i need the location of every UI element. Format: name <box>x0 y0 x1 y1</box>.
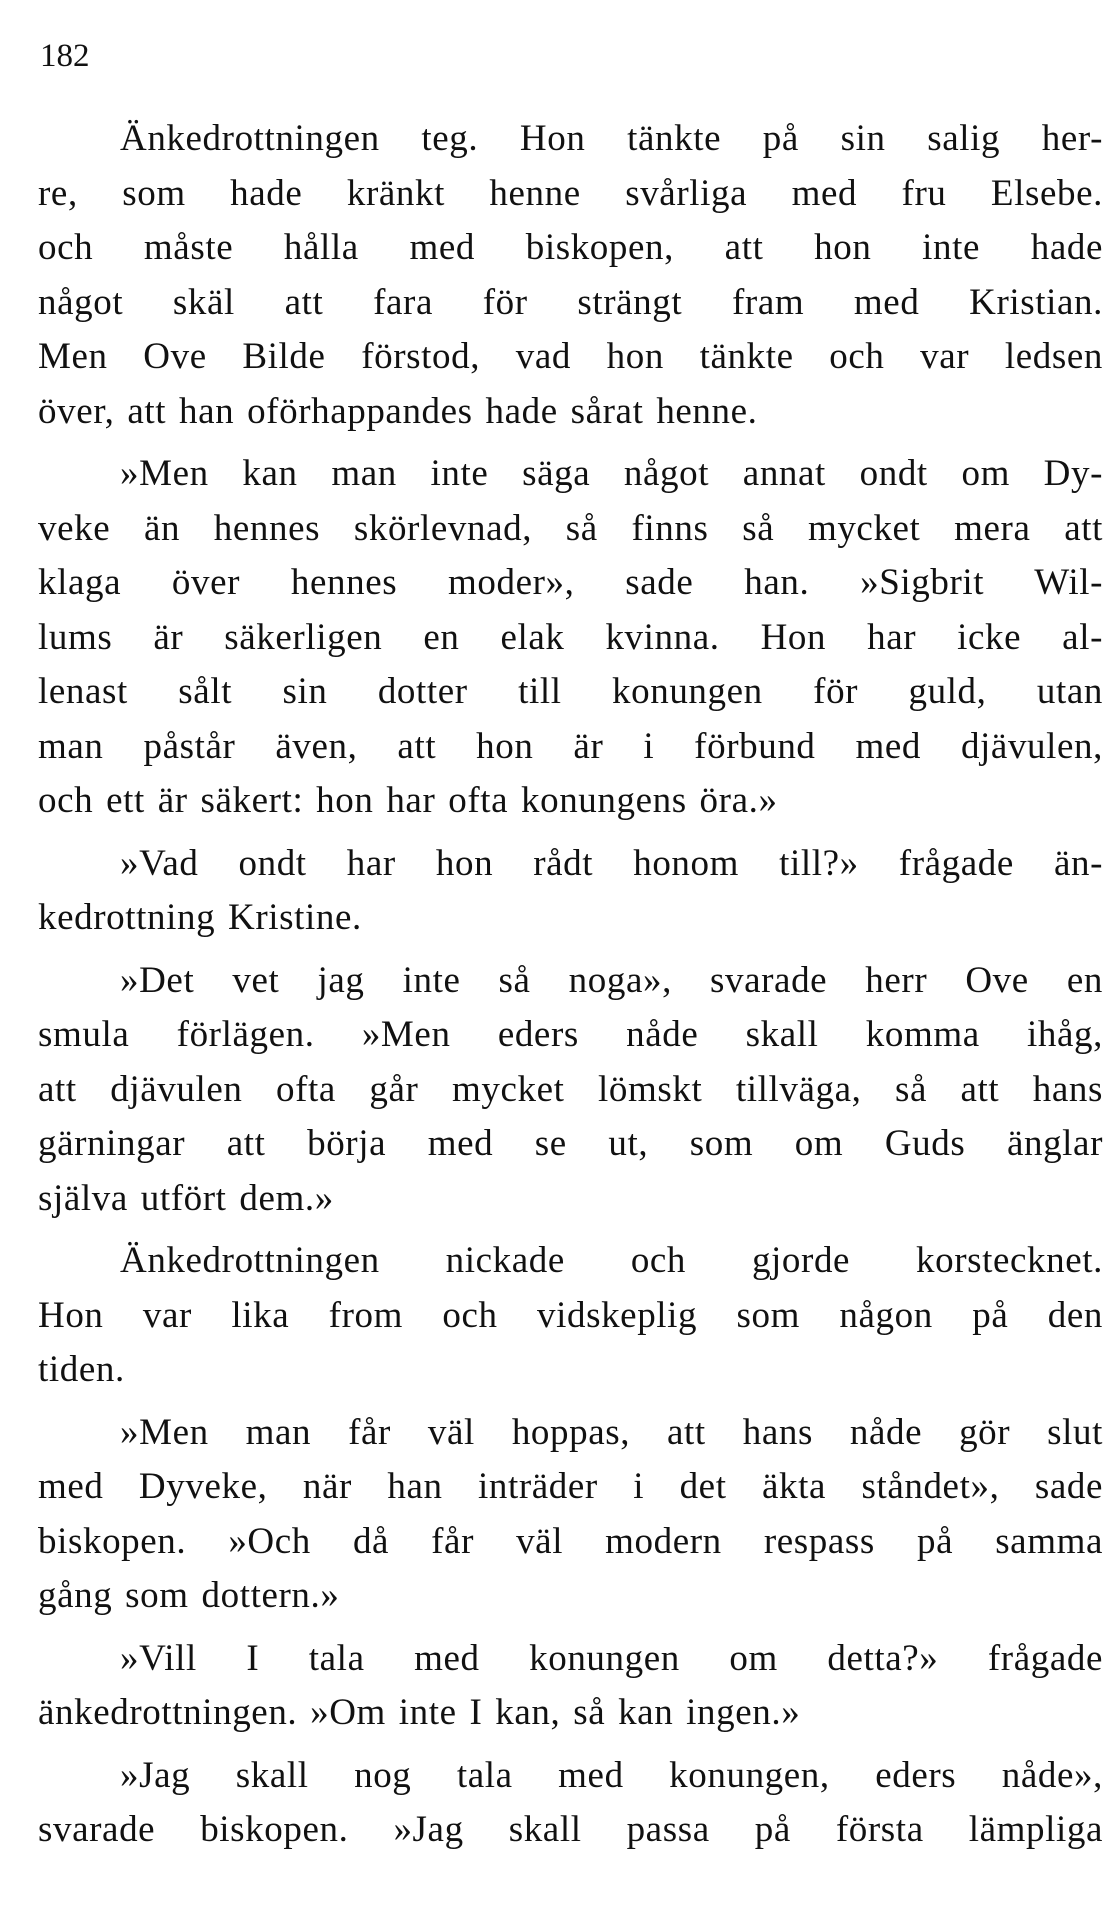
paragraph-gap <box>38 1226 1103 1234</box>
text-line: »Vad ondt har hon rådt honom till?» frågade än- <box>120 842 1103 884</box>
paragraph-gap <box>38 1741 1103 1749</box>
text-line: smula förlägen. »Men eders nåde skall komma ihåg, <box>38 1014 1103 1055</box>
text-line: tiden. <box>38 1349 125 1390</box>
text-line: gång som dottern.» <box>38 1575 340 1616</box>
text-line: svarade biskopen. »Jag skall passa på första lämpliga <box>38 1809 1103 1850</box>
text-line: gärningar att börja med se ut, som om Guds änglar <box>38 1123 1103 1164</box>
paragraph-gap <box>38 1398 1103 1406</box>
page-number: 182 <box>40 38 90 74</box>
text-line: Hon var lika from och vidskeplig som någon på den <box>38 1294 1103 1336</box>
text-line: re, som hade kränkt henne svårliga med fru Elsebe. <box>38 172 1103 214</box>
text-line: »Vill I tala med konungen om detta?» frågade <box>120 1637 1103 1679</box>
text-line: och ett är säkert: hon har ofta konungens öra.» <box>38 780 778 821</box>
text-line: med Dyveke, när han inträder i det äkta ståndet», sade <box>38 1466 1103 1507</box>
text-line: lenast sålt sin dotter till konungen för guld, utan <box>38 671 1103 712</box>
text-line: biskopen. »Och då får väl modern respass på samma <box>38 1520 1103 1562</box>
text-line: och måste hålla med biskopen, att hon inte hade <box>38 227 1103 268</box>
text-line: över, att han oförhappandes hade sårat henne. <box>38 390 758 432</box>
text-line: änkedrottningen. »Om inte I kan, så kan ingen.» <box>38 1692 801 1733</box>
text-line: »Men kan man inte säga något annat ondt om Dy- <box>120 453 1103 494</box>
paragraph-gap <box>38 829 1103 837</box>
text-line: »Det vet jag inte så noga», svarade herr Ove en <box>120 959 1103 1001</box>
text-line: lums är säkerligen en elak kvinna. Hon har icke al- <box>38 616 1103 658</box>
paragraph-gap <box>38 1624 1103 1632</box>
text-line: kedrottning Kristine. <box>38 897 362 938</box>
text-line: något skäl att fara för strängt fram med Kristian. <box>38 281 1103 323</box>
text-line: »Jag skall nog tala med konungen, eders nåde», <box>120 1754 1103 1796</box>
text-line: man påstår även, att hon är i förbund med djävulen, <box>38 725 1103 767</box>
text-line: »Men man får väl hoppas, att hans nåde gör slut <box>120 1411 1103 1453</box>
text-line: veke än hennes skörlevnad, så finns så mycket mera att <box>38 507 1103 549</box>
paragraph-gap <box>38 439 1103 447</box>
text-line: att djävulen ofta går mycket lömskt tillväga, så att hans <box>38 1068 1103 1110</box>
text-line: Änkedrottningen nickade och gjorde korstecknet. <box>120 1240 1103 1281</box>
body-text <box>38 112 1103 1858</box>
text-line: Änkedrottningen teg. Hon tänkte på sin salig her- <box>120 118 1103 159</box>
text-line: själva utfört dem.» <box>38 1177 334 1219</box>
text-line: Men Ove Bilde förstod, vad hon tänkte och var ledsen <box>38 336 1103 377</box>
paragraph-gap <box>38 946 1103 954</box>
text-line: klaga över hennes moder», sade han. »Sigbrit Wil- <box>38 562 1103 603</box>
